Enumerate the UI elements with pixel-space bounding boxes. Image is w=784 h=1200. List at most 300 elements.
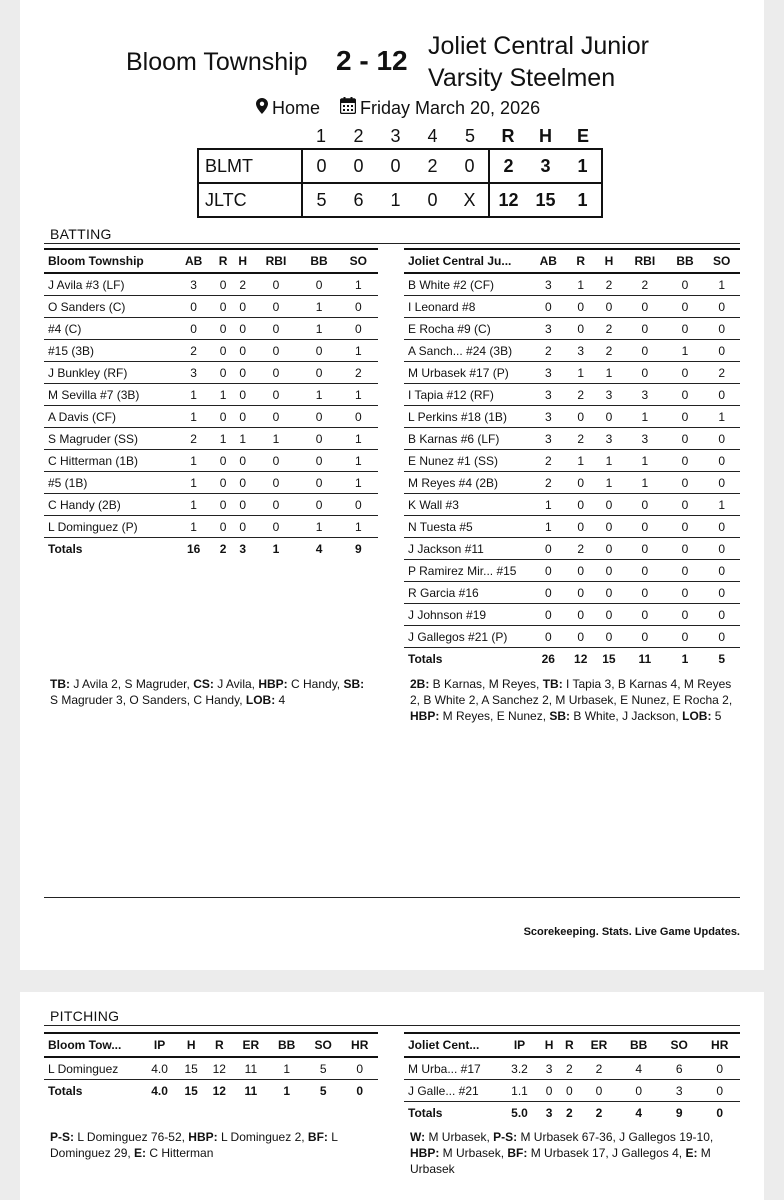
stat-column-header: R (213, 249, 233, 273)
note-label: LOB: (682, 709, 712, 723)
stat-cell: 0 (253, 340, 300, 362)
note-text: M Reyes, E Nunez, (439, 709, 550, 723)
table-row (44, 516, 378, 538)
game-header (20, 28, 764, 98)
totals-cell: 9 (354, 541, 362, 556)
home-batting-table (404, 248, 740, 669)
errors-header: E (576, 125, 589, 146)
linescore-row (198, 149, 602, 183)
stat-cell: 0 (213, 516, 233, 538)
table-row (44, 472, 378, 494)
note-label: P-S: (50, 1130, 74, 1144)
stat-cell: 0 (213, 296, 233, 318)
stat-cell: 0 (595, 406, 623, 428)
stat-cell: 0 (595, 296, 623, 318)
stat-cell: 0 (559, 1080, 579, 1102)
table-row (404, 604, 740, 626)
stat-cell: 0 (213, 450, 233, 472)
stat-cell: 0 (667, 273, 704, 296)
table-row (44, 340, 378, 362)
note-label: W: (410, 1130, 426, 1144)
stat-cell: 0 (703, 538, 740, 560)
note-label: CS: (193, 677, 214, 691)
away-batting-table (44, 248, 378, 559)
stat-cell: 0 (595, 626, 623, 648)
totals-cell: 11 (638, 651, 652, 666)
stat-cell: 0 (530, 604, 567, 626)
note-label: LOB: (245, 693, 276, 707)
player-name: L Dominguez (P) (44, 516, 174, 538)
table-row (404, 428, 740, 450)
player-name: J Gallegos #21 (P) (404, 626, 530, 648)
game-date: Friday March 20, 2026 (360, 97, 541, 118)
game-meta (256, 97, 540, 119)
stat-cell: 0 (623, 362, 667, 384)
stat-cell: 0 (667, 582, 704, 604)
stat-cell: 0 (253, 296, 300, 318)
stat-cell: 0 (299, 472, 338, 494)
stat-cell: 6 (659, 1057, 700, 1080)
player-name: J Bunkley (RF) (44, 362, 174, 384)
totals-cell: 2 (566, 1105, 573, 1120)
totals-cell: 4 (315, 541, 323, 556)
stat-cell: 0 (530, 560, 567, 582)
player-name: J Galle... #21 (404, 1080, 500, 1102)
stat-cell: 2 (174, 428, 213, 450)
stat-cell: 2 (559, 1057, 579, 1080)
stat-cell: 0 (667, 362, 704, 384)
stat-cell: 0 (703, 318, 740, 340)
table-row (44, 362, 378, 384)
stat-cell: 1 (703, 273, 740, 296)
note-label: E: (685, 1146, 698, 1160)
stat-cell: 0 (233, 494, 253, 516)
stat-cell: 0 (530, 626, 567, 648)
stat-cell: 0 (567, 406, 595, 428)
stat-cell: 1.1 (500, 1080, 539, 1102)
player-name: I Leonard #8 (404, 296, 530, 318)
stat-cell: 2 (233, 273, 253, 296)
stat-cell: 3 (530, 318, 567, 340)
stat-cell: 0 (339, 406, 378, 428)
stat-cell: 1 (567, 450, 595, 472)
team-column-header: Joliet Central Ju... (404, 249, 530, 273)
stat-cell: 1 (339, 516, 378, 538)
stat-cell: 0 (667, 296, 704, 318)
stat-cell: 0 (530, 296, 567, 318)
batting-divider (44, 243, 740, 244)
note-text: M Urbasek (410, 1146, 711, 1176)
stat-column-header: IP (142, 1033, 177, 1057)
totals-cell: 2 (219, 541, 227, 556)
stat-cell: 0 (339, 318, 378, 340)
stat-cell: 0 (233, 318, 253, 340)
table-header-row (44, 1033, 378, 1057)
totals-cell: 4 (635, 1105, 642, 1120)
stat-cell: 0 (213, 472, 233, 494)
stat-cell: 0 (623, 538, 667, 560)
stat-cell: 0 (699, 1057, 740, 1080)
totals-cell: 5 (718, 651, 725, 666)
note-text: J Avila, (213, 677, 259, 691)
stat-cell: 3 (530, 406, 567, 428)
table-row (404, 450, 740, 472)
stat-column-header: BB (618, 1033, 659, 1057)
table-row (404, 1080, 740, 1102)
stat-cell: 2 (579, 1057, 618, 1080)
stat-column-header: SO (659, 1033, 700, 1057)
table-row (44, 494, 378, 516)
player-name: #15 (3B) (44, 340, 174, 362)
stat-column-header: H (233, 249, 253, 273)
totals-cell: 15 (184, 1083, 198, 1098)
stat-cell: 0 (623, 582, 667, 604)
stat-cell: 0 (699, 1080, 740, 1102)
stat-cell: 1 (299, 384, 338, 406)
note-label: HBP: (258, 677, 288, 691)
table-row (44, 273, 378, 296)
stat-cell: 0 (233, 450, 253, 472)
table-row (404, 296, 740, 318)
stat-cell: 3 (530, 384, 567, 406)
stat-cell: 11 (233, 1057, 268, 1080)
totals-cell: 5.0 (511, 1105, 528, 1120)
table-row (404, 560, 740, 582)
table-row (404, 538, 740, 560)
stat-cell: 1 (339, 340, 378, 362)
player-name: I Tapia #12 (RF) (404, 384, 530, 406)
table-row (44, 428, 378, 450)
stat-cell: 3 (623, 428, 667, 450)
stat-cell: 2 (595, 340, 623, 362)
stat-cell: 3 (174, 273, 213, 296)
stat-cell: 1 (213, 428, 233, 450)
stat-column-header: RBI (253, 249, 300, 273)
stat-cell: 0 (623, 296, 667, 318)
note-text: M Urbasek, (439, 1146, 508, 1160)
stat-cell: 15 (177, 1057, 205, 1080)
note-text: M Urbasek, (425, 1130, 494, 1144)
stat-cell: 0 (595, 582, 623, 604)
stat-cell: 3 (530, 428, 567, 450)
location-pin-icon (256, 98, 268, 119)
stat-cell: 0 (667, 516, 704, 538)
linescore-runs: 2 (489, 149, 527, 183)
stat-cell: 1 (299, 516, 338, 538)
stat-cell: 0 (299, 406, 338, 428)
stat-cell: 0 (253, 516, 300, 538)
stat-cell: 0 (567, 318, 595, 340)
player-name: M Urba... #17 (404, 1057, 500, 1080)
stat-cell: 0 (567, 582, 595, 604)
home-pitching-notes (410, 1129, 740, 1177)
stat-column-header: IP (500, 1033, 539, 1057)
stat-cell: 0 (213, 273, 233, 296)
note-text: L Dominguez 76-52, (74, 1130, 189, 1144)
linescore-cell: 0 (377, 149, 414, 183)
player-name: J Avila #3 (LF) (44, 273, 174, 296)
linescore-cell: 0 (451, 149, 489, 183)
stat-cell: 1 (530, 516, 567, 538)
stat-cell: 0 (253, 273, 300, 296)
stat-cell: 1 (268, 1057, 305, 1080)
stat-cell: 0 (703, 384, 740, 406)
totals-cell: 16 (186, 541, 201, 556)
stat-cell: 2 (530, 450, 567, 472)
stat-cell: 0 (233, 296, 253, 318)
totals-cell: 3 (545, 1105, 553, 1120)
stat-cell: 1 (595, 450, 623, 472)
linescore-cell: 0 (414, 183, 451, 217)
stat-cell: 1 (174, 494, 213, 516)
stat-cell: 0 (253, 472, 300, 494)
totals-row (44, 538, 378, 560)
stat-column-header: H (177, 1033, 205, 1057)
stat-cell: 0 (595, 494, 623, 516)
stat-cell: 0 (567, 560, 595, 582)
linescore-runs: 12 (489, 183, 527, 217)
stat-cell: 0 (213, 362, 233, 384)
linescore-hits: 15 (527, 183, 564, 217)
stat-cell: 3 (539, 1057, 559, 1080)
totals-cell: 0 (716, 1105, 724, 1120)
note-text: L Dominguez 2, (217, 1130, 308, 1144)
inning-header: 5 (464, 125, 475, 146)
hits-header: H (539, 125, 552, 146)
player-name: #4 (C) (44, 318, 174, 340)
stat-cell: 0 (530, 538, 567, 560)
linescore-team: JLTC (198, 183, 302, 217)
note-label: TB: (50, 677, 70, 691)
player-name: K Wall #3 (404, 494, 530, 516)
stat-cell: 0 (667, 472, 704, 494)
stat-cell: 0 (299, 494, 338, 516)
stat-column-header: SO (305, 1033, 342, 1057)
player-name: C Handy (2B) (44, 494, 174, 516)
stat-cell: 2 (567, 538, 595, 560)
totals-cell: 1 (283, 1083, 291, 1098)
table-row (44, 450, 378, 472)
stat-column-header: H (595, 249, 623, 273)
inning-header: 2 (353, 125, 364, 146)
player-name: M Reyes #4 (2B) (404, 472, 530, 494)
table-row (404, 516, 740, 538)
game-location: Home (272, 97, 321, 118)
note-text: J Avila 2, S Magruder, (70, 677, 194, 691)
player-name: P Ramirez Mir... #15 (404, 560, 530, 582)
note-label: HBP: (410, 709, 440, 723)
totals-cell: 4.0 (151, 1083, 168, 1098)
box-score-page-1 (20, 0, 764, 970)
stat-cell: 0 (703, 450, 740, 472)
stat-cell: 1 (174, 472, 213, 494)
note-label: HBP: (410, 1146, 440, 1160)
player-name: L Dominguez (44, 1057, 142, 1080)
player-name: B Karnas #6 (LF) (404, 428, 530, 450)
totals-cell: 12 (574, 651, 588, 666)
linescore-cell: 0 (302, 149, 340, 183)
stat-cell: 12 (205, 1057, 233, 1080)
table-row (404, 626, 740, 648)
stat-cell: 0 (213, 406, 233, 428)
home-team-name: Joliet Central Junior Varsity Steelmen (428, 32, 649, 92)
inning-header: 3 (390, 125, 401, 146)
player-name: O Sanders (C) (44, 296, 174, 318)
stat-cell: 1 (174, 384, 213, 406)
stat-cell: 0 (341, 1057, 378, 1080)
stat-cell: 0 (213, 494, 233, 516)
inning-header: 4 (427, 125, 438, 146)
note-text: 4 (275, 693, 286, 707)
stat-cell: 3 (623, 384, 667, 406)
stat-cell: 0 (667, 604, 704, 626)
stat-cell: 0 (703, 516, 740, 538)
away-batting-notes (50, 676, 370, 708)
player-name: J Johnson #19 (404, 604, 530, 626)
stat-cell: 0 (567, 494, 595, 516)
totals-cell: 1 (681, 651, 689, 666)
stat-cell: 0 (253, 318, 300, 340)
team-column-header: Joliet Cent... (404, 1033, 500, 1057)
stat-column-header: BB (299, 249, 338, 273)
stat-cell: 0 (299, 450, 338, 472)
runs-header: R (501, 125, 515, 146)
home-batting-notes (410, 676, 736, 724)
stat-column-header: AB (174, 249, 213, 273)
note-label: P-S: (493, 1130, 518, 1144)
calendar-icon (340, 97, 356, 119)
stat-column-header: H (539, 1033, 559, 1057)
stat-cell: 2 (339, 362, 378, 384)
totals-cell: 11 (244, 1083, 258, 1098)
stat-cell: 1 (299, 318, 338, 340)
stat-cell: 0 (667, 538, 704, 560)
table-row (44, 1057, 378, 1080)
note-label: E: (134, 1146, 147, 1160)
totals-cell: 0 (356, 1083, 364, 1098)
totals-cell: 9 (675, 1105, 683, 1120)
stat-cell: 0 (213, 318, 233, 340)
stat-cell: 5 (305, 1057, 342, 1080)
home-pitching-table (404, 1032, 740, 1123)
stat-cell: 0 (595, 538, 623, 560)
stat-cell: 3 (595, 428, 623, 450)
stat-cell: 0 (299, 273, 338, 296)
stat-column-header: ER (579, 1033, 618, 1057)
stat-cell: 1 (299, 296, 338, 318)
player-name: S Magruder (SS) (44, 428, 174, 450)
table-row (404, 362, 740, 384)
stat-cell: 0 (567, 626, 595, 648)
stat-cell: 2 (567, 428, 595, 450)
totals-cell: 15 (602, 651, 616, 666)
totals-label: Totals (408, 651, 443, 666)
stat-cell: 1 (213, 384, 233, 406)
linescore-hits: 3 (527, 149, 564, 183)
stat-cell: 0 (233, 516, 253, 538)
player-name: E Rocha #9 (C) (404, 318, 530, 340)
stat-column-header: R (205, 1033, 233, 1057)
stat-cell: 0 (703, 582, 740, 604)
totals-row (404, 1102, 740, 1124)
stat-cell: 1 (667, 340, 704, 362)
note-label: SB: (549, 709, 571, 723)
table-row (404, 273, 740, 296)
final-score: 2 - 12 (336, 45, 408, 76)
stat-cell: 0 (703, 560, 740, 582)
totals-cell: 2 (595, 1105, 603, 1120)
stat-cell: 1 (623, 406, 667, 428)
stat-cell: 0 (595, 604, 623, 626)
stat-cell: 0 (233, 362, 253, 384)
stat-cell: 3 (530, 273, 567, 296)
table-row (44, 318, 378, 340)
player-name: M Urbasek #17 (P) (404, 362, 530, 384)
stat-cell: 0 (703, 472, 740, 494)
stat-cell: 0 (174, 296, 213, 318)
player-name: R Garcia #16 (404, 582, 530, 604)
away-pitching-table (44, 1032, 378, 1101)
totals-cell: 5 (319, 1083, 327, 1098)
note-text: S Magruder 3, O Sanders, C Handy, (50, 693, 246, 707)
totals-row (44, 1080, 378, 1102)
stat-column-header: ER (233, 1033, 268, 1057)
player-name: #5 (1B) (44, 472, 174, 494)
stat-cell: 0 (623, 626, 667, 648)
note-label: BF: (507, 1146, 528, 1160)
stat-cell: 0 (703, 626, 740, 648)
stat-cell: 1 (339, 472, 378, 494)
table-row (404, 472, 740, 494)
stat-cell: 0 (567, 472, 595, 494)
stat-cell: 0 (339, 494, 378, 516)
away-pitching-notes (50, 1129, 370, 1161)
player-name: E Nunez #1 (SS) (404, 450, 530, 472)
note-text: M Urbasek 17, J Gallegos 4, (527, 1146, 686, 1160)
stat-cell: 0 (667, 626, 704, 648)
stat-cell: 1 (339, 450, 378, 472)
stat-cell: 0 (530, 582, 567, 604)
stat-cell: 1 (339, 428, 378, 450)
stat-cell: 4.0 (142, 1057, 177, 1080)
totals-row (404, 648, 740, 670)
stat-column-header: R (559, 1033, 579, 1057)
stat-cell: 0 (623, 340, 667, 362)
note-label: HBP: (188, 1130, 218, 1144)
batting-section-title: BATTING (50, 226, 112, 242)
stat-cell: 0 (174, 318, 213, 340)
table-row (44, 296, 378, 318)
note-text: I Tapia 3, B Karnas 4, M Reyes 2, B White 2, A Sanchez 2, M Urbasek, E Nunez, E Rocha 2, (410, 677, 733, 707)
team-column-header: Bloom Township (44, 249, 174, 273)
stat-cell: 1 (174, 516, 213, 538)
table-row (404, 384, 740, 406)
player-name: A Sanch... #24 (3B) (404, 340, 530, 362)
table-header-row (404, 249, 740, 273)
stat-cell: 0 (667, 560, 704, 582)
box-score-page-2 (20, 992, 764, 1200)
pitching-section-title: PITCHING (50, 1008, 120, 1024)
stat-cell: 3 (174, 362, 213, 384)
stat-cell: 1 (174, 406, 213, 428)
stat-cell: 0 (339, 296, 378, 318)
stat-column-header: HR (341, 1033, 378, 1057)
stat-cell: 0 (618, 1080, 659, 1102)
stat-cell: 1 (233, 428, 253, 450)
table-row (44, 384, 378, 406)
stat-column-header: SO (339, 249, 378, 273)
stat-cell: 0 (703, 296, 740, 318)
